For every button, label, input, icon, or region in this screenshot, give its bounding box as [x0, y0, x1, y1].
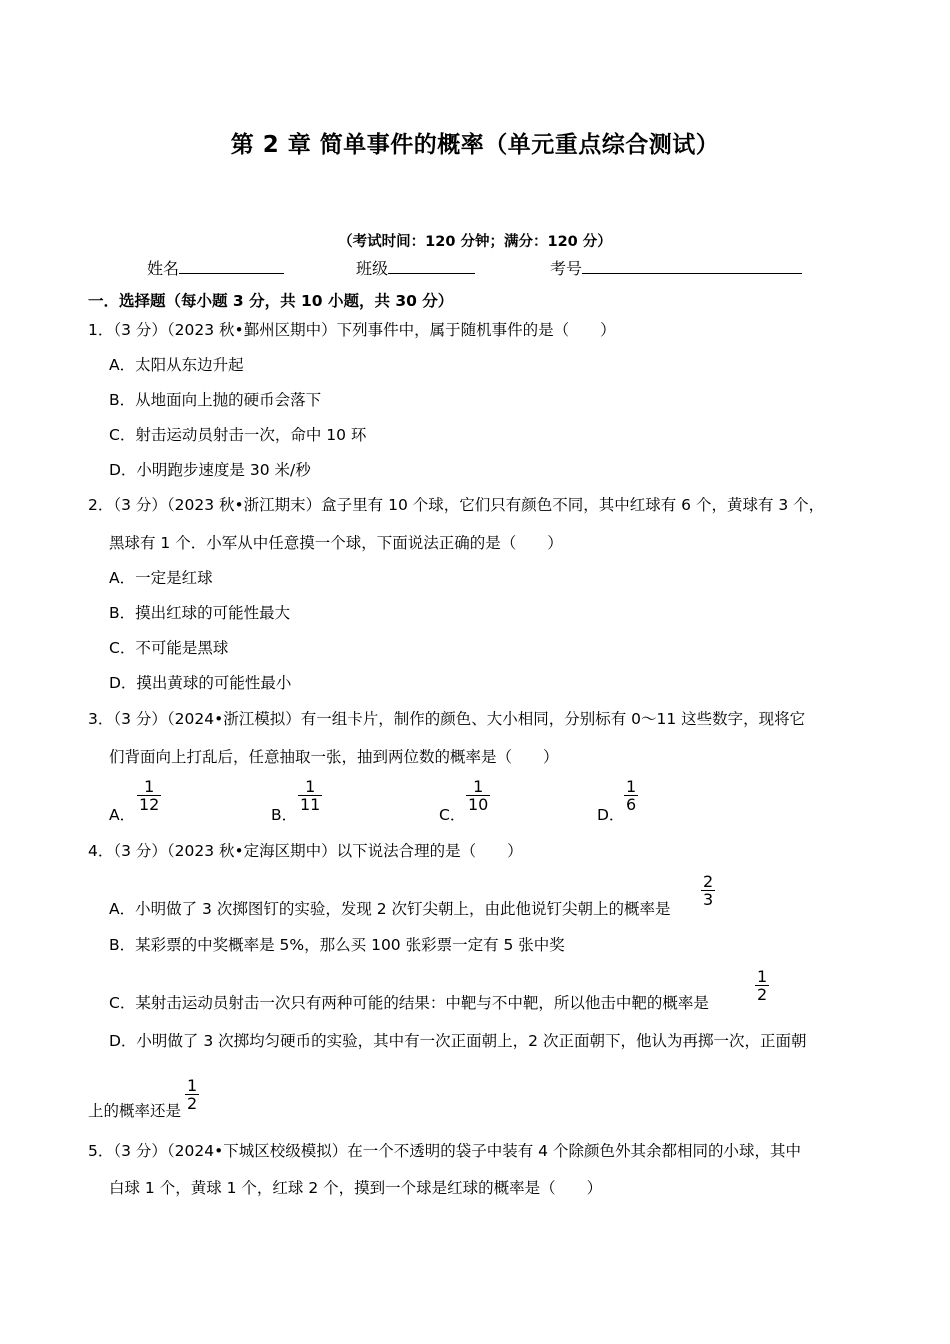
q3-option-b-label: B．	[271, 806, 298, 824]
name-blank	[179, 257, 284, 274]
q1-stem: 1．（3 分）（2023 秋•鄞州区期中）下列事件中，属于随机事件的是（ ）	[88, 321, 616, 339]
q4-stem: 4．（3 分）（2023 秋•定海区期中）以下说法合理的是（ ）	[88, 842, 523, 860]
fraction-denominator: 2	[757, 985, 768, 1004]
q3-option-d-label: D．	[597, 806, 625, 824]
id-field	[550, 256, 802, 279]
q1-option-c: C．射击运动员射击一次，命中 10 环	[109, 426, 367, 444]
class-field	[356, 256, 475, 279]
q3-option-a-fraction	[137, 778, 161, 813]
q3-option-c-label: C．	[439, 806, 466, 824]
q2-option-a: A．一定是红球	[109, 569, 213, 587]
class-blank	[388, 257, 475, 274]
q1-option-a: A．太阳从东边升起	[109, 356, 244, 374]
q1-option-d: D．小明跑步速度是 30 米/秒	[109, 461, 311, 479]
q4-option-c-fraction	[755, 968, 769, 1003]
fraction-denominator: 10	[468, 795, 489, 814]
id-label: 考号	[550, 259, 583, 278]
q4-option-d-line2: 上的概率还是	[88, 1102, 182, 1120]
q4-option-a-fraction	[701, 873, 715, 908]
fraction-numerator: 1	[144, 777, 155, 796]
q1-option-b: B．从地面向上抛的硬币会落下	[109, 391, 322, 409]
section-heading: 一．选择题（每小题 3 分，共 10 小题，共 30 分）	[88, 292, 454, 310]
class-label: 班级	[356, 259, 389, 278]
q5-stem-line1: 5．（3 分）（2024•下城区校级模拟）在一个不透明的袋子中装有 4 个除颜色外其余都相同的小球，其中	[88, 1142, 801, 1160]
name-label: 姓名	[147, 259, 180, 278]
q3-option-b-fraction	[298, 778, 322, 813]
fraction-denominator: 11	[300, 795, 321, 814]
fraction-denominator: 12	[139, 795, 160, 814]
q3-stem-line2: 们背面向上打乱后，任意抽取一张，抽到两位数的概率是（ ）	[109, 748, 559, 766]
q2-stem-line2: 黑球有 1 个．小军从中任意摸一个球，下面说法正确的是（ ）	[109, 534, 563, 552]
q2-stem-line1: 2．（3 分）（2023 秋•浙江期末）盒子里有 10 个球，它们只有颜色不同，其中红球有 6 个，黄球有 3 个，	[88, 496, 825, 514]
q2-option-d: D．摸出黄球的可能性最小	[109, 674, 292, 692]
fraction-numerator: 1	[626, 777, 637, 796]
fraction-numerator: 1	[187, 1076, 198, 1095]
id-blank	[582, 257, 802, 274]
exam-info: （考试时间：120 分钟；满分：120 分）	[338, 234, 612, 250]
q2-option-c: C．不可能是黑球	[109, 639, 229, 657]
q4-option-b: B．某彩票的中奖概率是 5%，那么买 100 张彩票一定有 5 张中奖	[109, 936, 565, 954]
q4-option-c: C．某射击运动员射击一次只有两种可能的结果：中靶与不中靶，所以他击中靶的概率是	[109, 994, 709, 1012]
fraction-numerator: 1	[473, 777, 484, 796]
page-title: 第 2 章 简单事件的概率（单元重点综合测试）	[230, 132, 720, 158]
q4-option-d-fraction	[185, 1077, 199, 1112]
name-field	[147, 256, 284, 279]
fraction-denominator: 3	[703, 890, 714, 909]
q3-option-a-label: A．	[109, 806, 136, 824]
q3-option-c-fraction	[466, 778, 490, 813]
q3-stem-line1: 3．（3 分）（2024•浙江模拟）有一组卡片，制作的颜色、大小相同，分别标有 0～11 这些数字，现将它	[88, 710, 806, 728]
fraction-numerator: 1	[305, 777, 316, 796]
q5-stem-line2: 白球 1 个，黄球 1 个，红球 2 个，摸到一个球是红球的概率是（ ）	[109, 1179, 603, 1197]
fraction-denominator: 2	[187, 1094, 198, 1113]
q4-option-d-line1: D．小明做了 3 次掷均匀硬币的实验，其中有一次正面朝上，2 次正面朝下，他认为再掷一次，正面朝	[109, 1032, 807, 1050]
fraction-denominator: 6	[626, 795, 637, 814]
q3-option-d-fraction	[624, 778, 638, 813]
q2-option-b: B．摸出红球的可能性最大	[109, 604, 291, 622]
q4-option-a: A．小明做了 3 次掷图钉的实验，发现 2 次钉尖朝上，由此他说钉尖朝上的概率是	[109, 900, 671, 918]
fraction-numerator: 2	[703, 872, 714, 891]
fraction-numerator: 1	[757, 967, 768, 986]
